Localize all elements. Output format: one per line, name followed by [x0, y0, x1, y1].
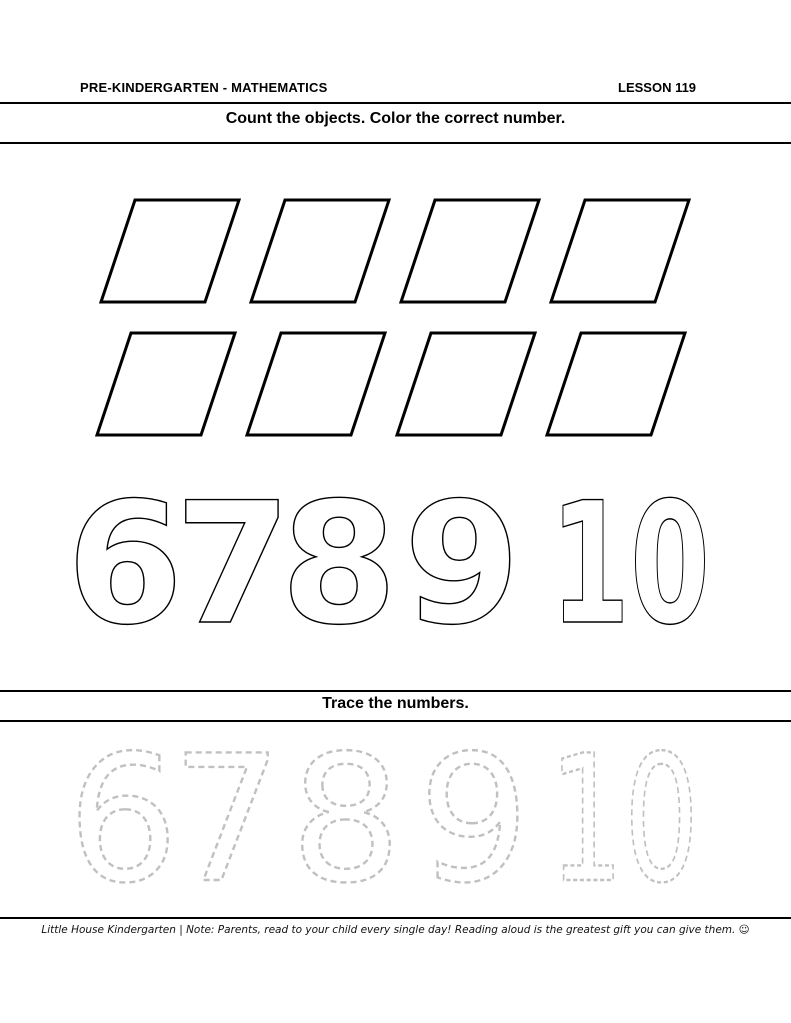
- parent-note: Little House Kindergarten | Note: Parents, read to your child every single day! Reading aloud is the greatest gift you can give them. ☺: [41, 924, 750, 936]
- number-choice-7[interactable]: 7: [174, 466, 292, 662]
- number-choice-6[interactable]: 6: [66, 466, 184, 662]
- trace-number-10: 10: [549, 719, 699, 900]
- worksheet-subject: PRE-KINDERGARTEN - MATHEMATICS: [80, 80, 328, 95]
- trace-number-7: 7: [171, 719, 283, 900]
- trace-number-8: 8: [290, 719, 402, 900]
- number-choice-10[interactable]: 10: [550, 466, 710, 662]
- divider: [0, 917, 791, 919]
- number-choice-8[interactable]: 8: [280, 466, 398, 662]
- count-instruction: Count the objects. Color the correct number.: [225, 110, 566, 127]
- trace-instruction: Trace the numbers.: [322, 695, 469, 712]
- trace-number-6: 6: [67, 719, 179, 900]
- trace-number-9: 9: [418, 719, 530, 900]
- number-choice-9[interactable]: 9: [403, 466, 521, 662]
- lesson-number: LESSON 119: [618, 80, 697, 95]
